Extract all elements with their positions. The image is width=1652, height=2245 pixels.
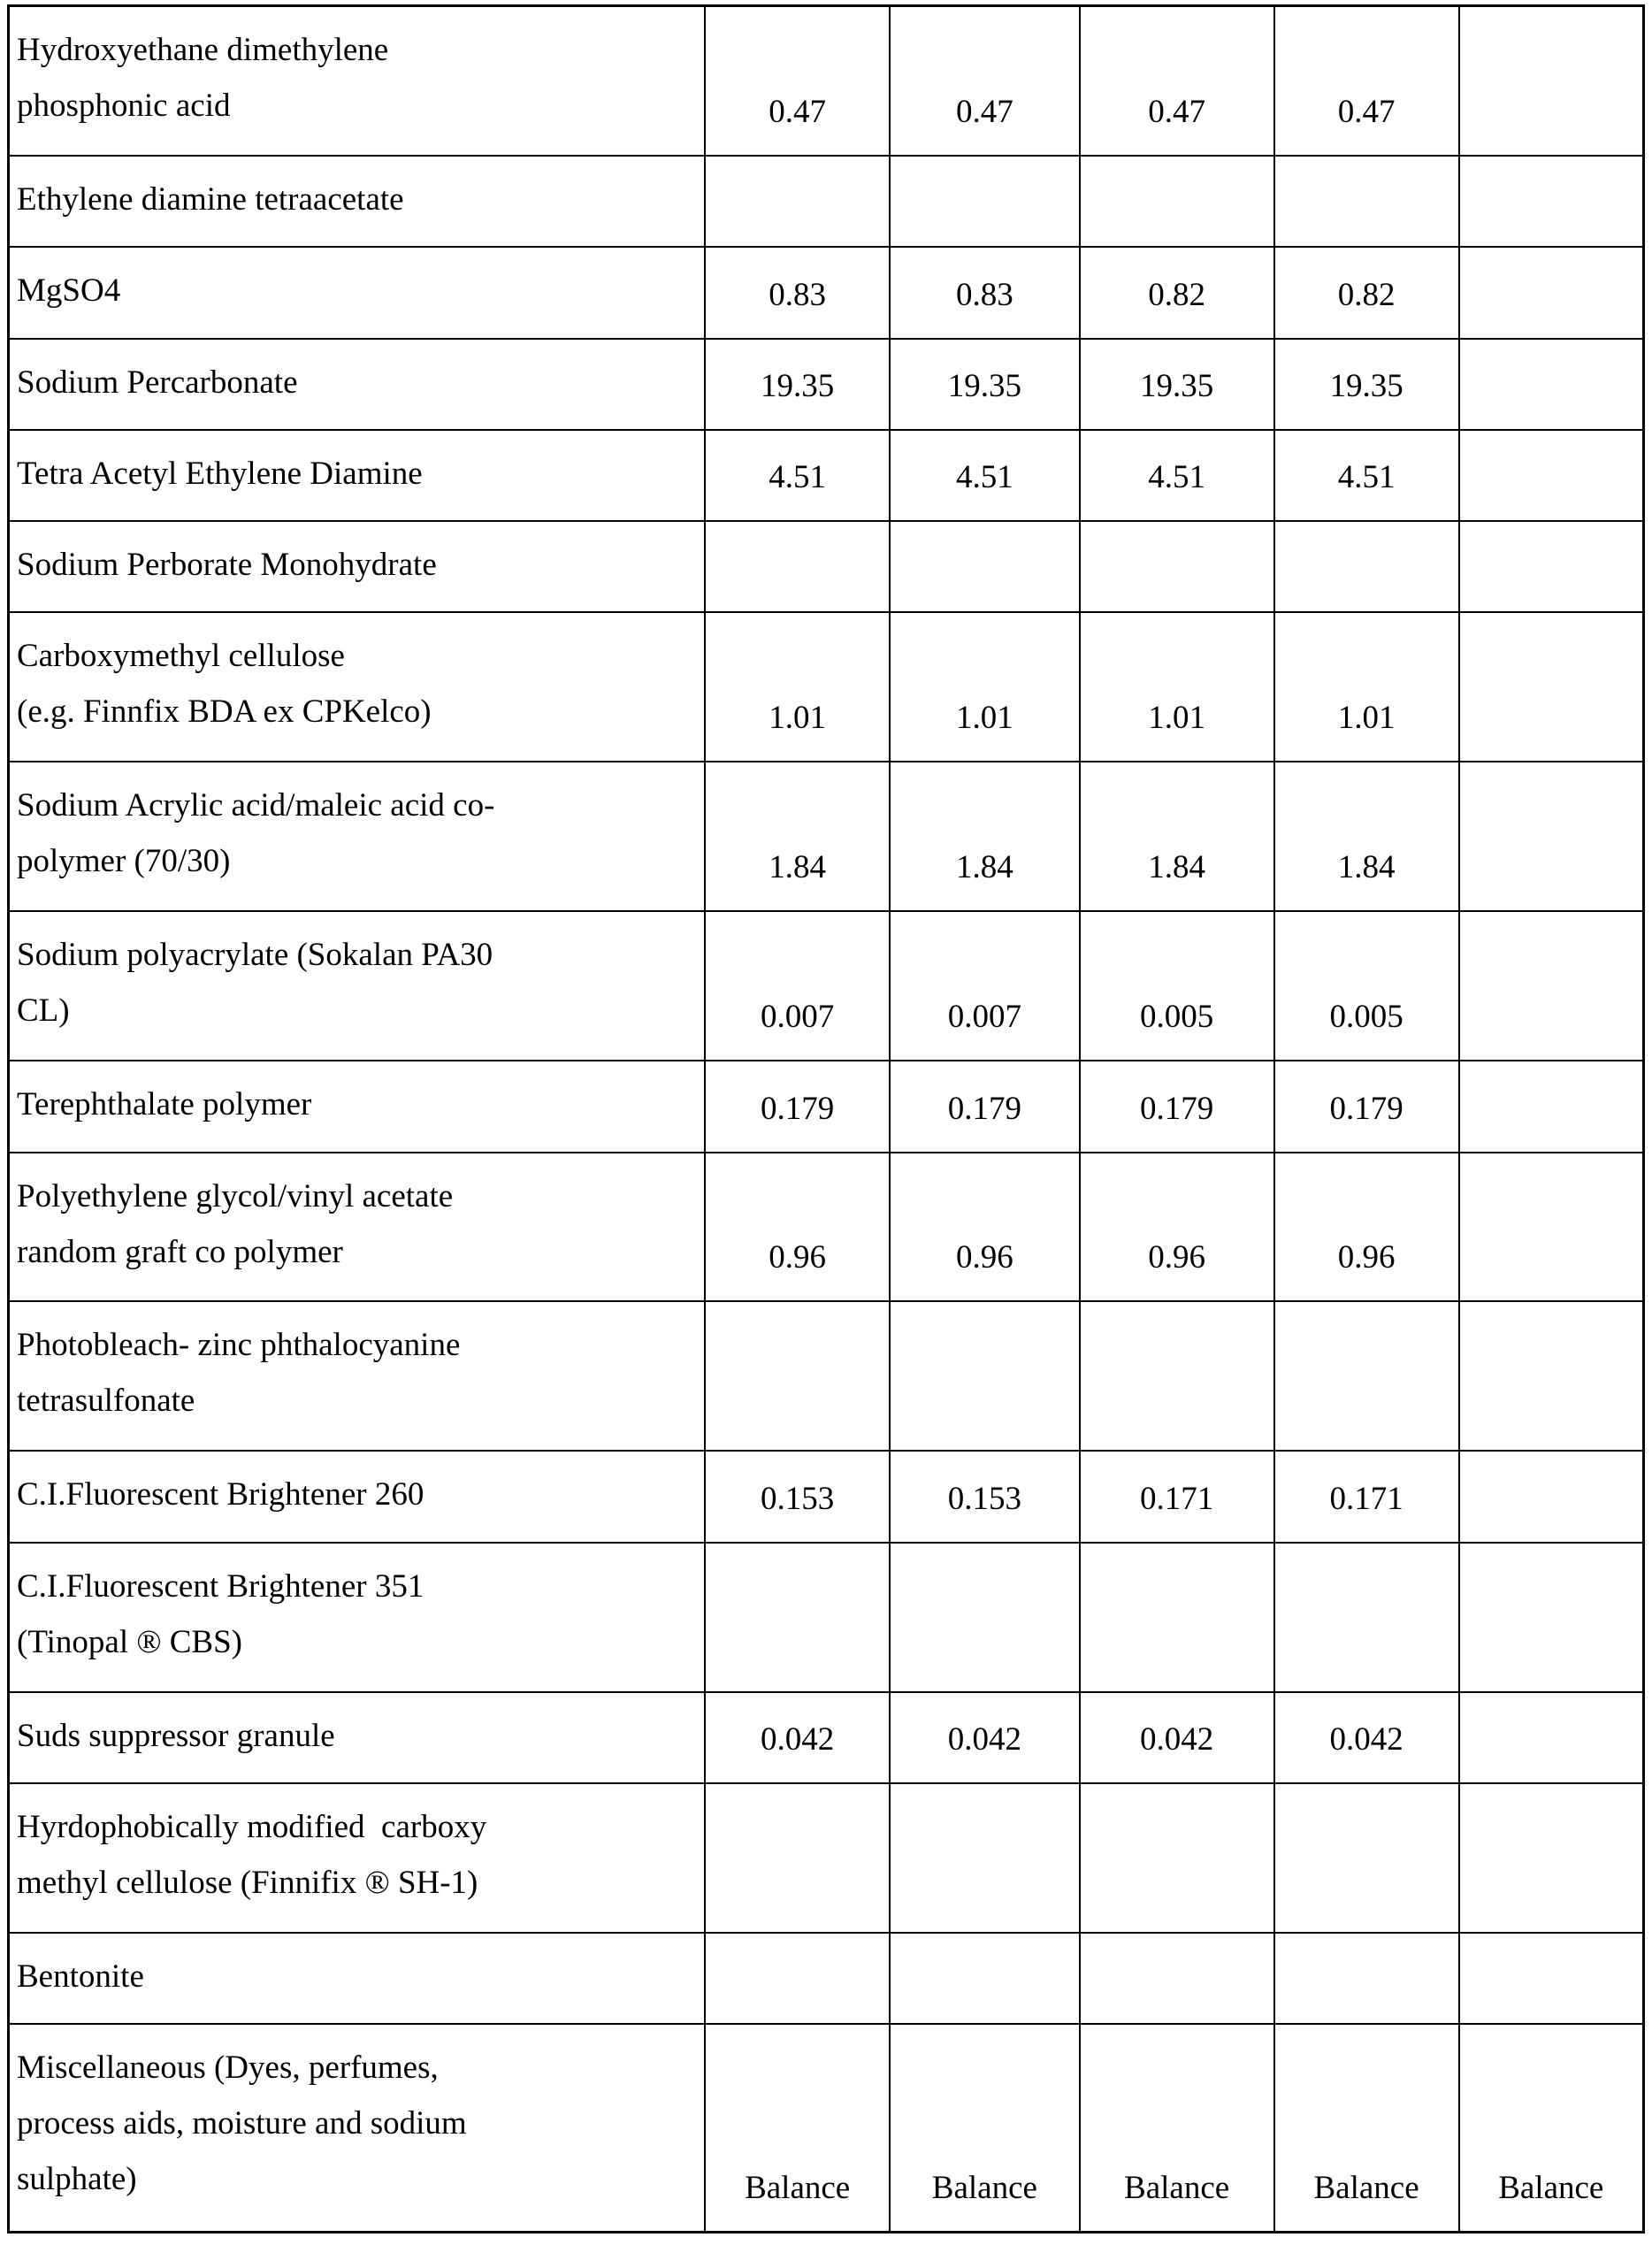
value-cell: [705, 156, 890, 247]
ingredient-name-cell: [9, 1153, 706, 1302]
value-cell: [890, 1933, 1079, 2024]
value-cell: 0.171: [1080, 1451, 1274, 1542]
table-row: [9, 762, 1644, 911]
ingredient-name-cell: [9, 2024, 706, 2232]
table-row: [9, 1933, 1644, 2024]
value-cell: 0.005: [1274, 911, 1459, 1061]
value-cell: 0.179: [1080, 1061, 1274, 1152]
value-cell: [890, 1301, 1079, 1451]
ingredient-name-cell: [9, 911, 706, 1061]
value-cell: 4.51: [1080, 430, 1274, 521]
ingredient-name-line: tetrasulfonate: [17, 1383, 195, 1420]
ingredient-name-line: (Tinopal ® CBS): [17, 1623, 242, 1660]
value-cell: 19.35: [890, 339, 1079, 430]
ingredient-name-cell: [9, 247, 706, 338]
ingredient-name-line: Hyrdophobically modified carboxy: [17, 1808, 487, 1845]
value-cell: [1459, 339, 1644, 430]
value-cell: [1459, 911, 1644, 1061]
value-cell: 0.96: [1080, 1153, 1274, 1302]
value-cell: 0.83: [705, 247, 890, 338]
value-cell: 0.82: [1274, 247, 1459, 338]
table-row: [9, 1153, 1644, 1302]
ingredient-name-line: Polyethylene glycol/vinyl acetate: [17, 1177, 454, 1214]
value-cell: [705, 1933, 890, 2024]
ingredient-name-cell: [9, 1451, 706, 1542]
value-cell: 0.47: [890, 6, 1079, 157]
value-cell: [1459, 430, 1644, 521]
value-cell: [1459, 247, 1644, 338]
value-cell: [1080, 1301, 1274, 1451]
value-cell: [1080, 1543, 1274, 1692]
table-row: [9, 6, 1644, 157]
value-cell: 0.47: [1274, 6, 1459, 157]
value-cell: Balance: [890, 2024, 1079, 2232]
value-cell: [1274, 1783, 1459, 1933]
table-row: [9, 911, 1644, 1061]
value-cell: 0.042: [705, 1692, 890, 1783]
value-cell: 0.96: [1274, 1153, 1459, 1302]
ingredient-name-line: MgSO4: [17, 272, 121, 310]
value-cell: Balance: [705, 2024, 890, 2232]
ingredient-name-line: Sodium Percarbonate: [17, 364, 298, 401]
table-row: [9, 1061, 1644, 1152]
value-cell: 0.042: [1274, 1692, 1459, 1783]
ingredient-name-line: Terephthalate polymer: [17, 1086, 312, 1123]
ingredient-name-cell: [9, 339, 706, 430]
value-cell: 0.96: [705, 1153, 890, 1302]
table-row: [9, 1301, 1644, 1451]
value-cell: 0.82: [1080, 247, 1274, 338]
value-cell: [1274, 1933, 1459, 2024]
value-cell: [1459, 156, 1644, 247]
ingredient-name-cell: [9, 521, 706, 612]
value-cell: 0.042: [1080, 1692, 1274, 1783]
value-cell: [890, 1543, 1079, 1692]
table-row: [9, 1543, 1644, 1692]
ingredient-name-line: Tetra Acetyl Ethylene Diamine: [17, 455, 423, 492]
ingredient-name-line: (e.g. Finnfix BDA ex CPKelco): [17, 693, 432, 731]
value-cell: [1080, 1933, 1274, 2024]
value-cell: 4.51: [705, 430, 890, 521]
value-cell: [1274, 521, 1459, 612]
value-cell: Balance: [1459, 2024, 1644, 2232]
value-cell: [1274, 1543, 1459, 1692]
ingredient-name-cell: [9, 762, 706, 911]
value-cell: 0.007: [890, 911, 1079, 1061]
value-cell: 0.007: [705, 911, 890, 1061]
value-cell: 0.47: [1080, 6, 1274, 157]
value-cell: Balance: [1274, 2024, 1459, 2232]
ingredient-name-cell: [9, 1783, 706, 1933]
ingredient-name-cell: [9, 430, 706, 521]
value-cell: [1080, 1783, 1274, 1933]
ingredient-name-line: Suds suppressor granule: [17, 1717, 335, 1754]
value-cell: [1080, 521, 1274, 612]
value-cell: 1.84: [1274, 762, 1459, 911]
ingredient-name-cell: [9, 612, 706, 762]
value-cell: 4.51: [890, 430, 1079, 521]
ingredient-name-line: random graft co polymer: [17, 1233, 343, 1270]
table-row: [9, 521, 1644, 612]
ingredient-name-line: Sodium Perborate Monohydrate: [17, 547, 437, 584]
value-cell: 0.171: [1274, 1451, 1459, 1542]
value-cell: 0.47: [705, 6, 890, 157]
ingredient-name-cell: [9, 1543, 706, 1692]
value-cell: 1.01: [705, 612, 890, 762]
value-cell: [1459, 1301, 1644, 1451]
value-cell: 19.35: [1274, 339, 1459, 430]
table-row: [9, 2024, 1644, 2232]
ingredient-name-line: CL): [17, 992, 70, 1030]
ingredient-name-line: phosphonic acid: [17, 88, 231, 124]
value-cell: 0.005: [1080, 911, 1274, 1061]
value-cell: 0.96: [890, 1153, 1079, 1302]
table-row: [9, 339, 1644, 430]
value-cell: [890, 1783, 1079, 1933]
ingredient-name-cell: [9, 6, 706, 157]
value-cell: [1459, 1933, 1644, 2024]
ingredient-name-line: Photobleach- zinc phthalocyanine: [17, 1327, 461, 1364]
value-cell: [1459, 6, 1644, 157]
value-cell: [1459, 1153, 1644, 1302]
ingredient-name-line: Hydroxyethane dimethylene: [17, 32, 389, 68]
value-cell: [1274, 156, 1459, 247]
value-cell: [705, 1543, 890, 1692]
value-cell: 0.153: [705, 1451, 890, 1542]
table-row: [9, 247, 1644, 338]
value-cell: [1459, 1692, 1644, 1783]
composition-table: [7, 4, 1645, 2234]
value-cell: 1.84: [890, 762, 1079, 911]
value-cell: 19.35: [1080, 339, 1274, 430]
value-cell: 1.84: [705, 762, 890, 911]
value-cell: [1459, 762, 1644, 911]
value-cell: 4.51: [1274, 430, 1459, 521]
ingredient-name-line: Sodium polyacrylate (Sokalan PA30: [17, 937, 493, 974]
value-cell: [705, 521, 890, 612]
ingredient-name-line: polymer (70/30): [17, 843, 231, 880]
ingredient-name-line: process aids, moisture and sodium: [17, 2105, 467, 2142]
value-cell: 19.35: [705, 339, 890, 430]
ingredient-name-line: Ethylene diamine tetraacetate: [17, 181, 404, 218]
value-cell: 0.179: [1274, 1061, 1459, 1152]
value-cell: 0.179: [890, 1061, 1079, 1152]
table-row: [9, 1692, 1644, 1783]
value-cell: [890, 156, 1079, 247]
table-row: [9, 1451, 1644, 1542]
ingredient-name-line: C.I.Fluorescent Brightener 351: [17, 1567, 424, 1605]
value-cell: [1459, 612, 1644, 762]
value-cell: [705, 1783, 890, 1933]
ingredient-name-cell: [9, 1301, 706, 1451]
table-row: [9, 156, 1644, 247]
ingredient-name-cell: [9, 1061, 706, 1152]
value-cell: [890, 521, 1079, 612]
value-cell: Balance: [1080, 2024, 1274, 2232]
value-cell: [1459, 1783, 1644, 1933]
composition-table-body: [9, 6, 1644, 2233]
value-cell: [1080, 156, 1274, 247]
value-cell: [1459, 1543, 1644, 1692]
ingredient-name-cell: [9, 156, 706, 247]
ingredient-name-line: Sodium Acrylic acid/maleic acid co-: [17, 787, 495, 824]
value-cell: 0.179: [705, 1061, 890, 1152]
ingredient-name-line: Carboxymethyl cellulose: [17, 638, 345, 675]
value-cell: [1459, 1451, 1644, 1542]
ingredient-name-line: C.I.Fluorescent Brightener 260: [17, 1476, 424, 1513]
value-cell: [1459, 1061, 1644, 1152]
value-cell: 1.01: [1274, 612, 1459, 762]
ingredient-name-cell: [9, 1692, 706, 1783]
ingredient-name-cell: [9, 1933, 706, 2024]
table-row: [9, 430, 1644, 521]
ingredient-name-line: Bentonite: [17, 1958, 144, 1995]
value-cell: 1.01: [1080, 612, 1274, 762]
value-cell: 1.01: [890, 612, 1079, 762]
value-cell: [1459, 521, 1644, 612]
value-cell: [1274, 1301, 1459, 1451]
ingredient-name-line: Miscellaneous (Dyes, perfumes,: [17, 2050, 439, 2087]
table-row: [9, 1783, 1644, 1933]
table-row: [9, 612, 1644, 762]
value-cell: 1.84: [1080, 762, 1274, 911]
value-cell: 0.042: [890, 1692, 1079, 1783]
value-cell: 0.83: [890, 247, 1079, 338]
value-cell: 0.153: [890, 1451, 1079, 1542]
value-cell: [705, 1301, 890, 1451]
ingredient-name-line: methyl cellulose (Finnifix ® SH-1): [17, 1864, 478, 1901]
ingredient-name-line: sulphate): [17, 2161, 137, 2198]
